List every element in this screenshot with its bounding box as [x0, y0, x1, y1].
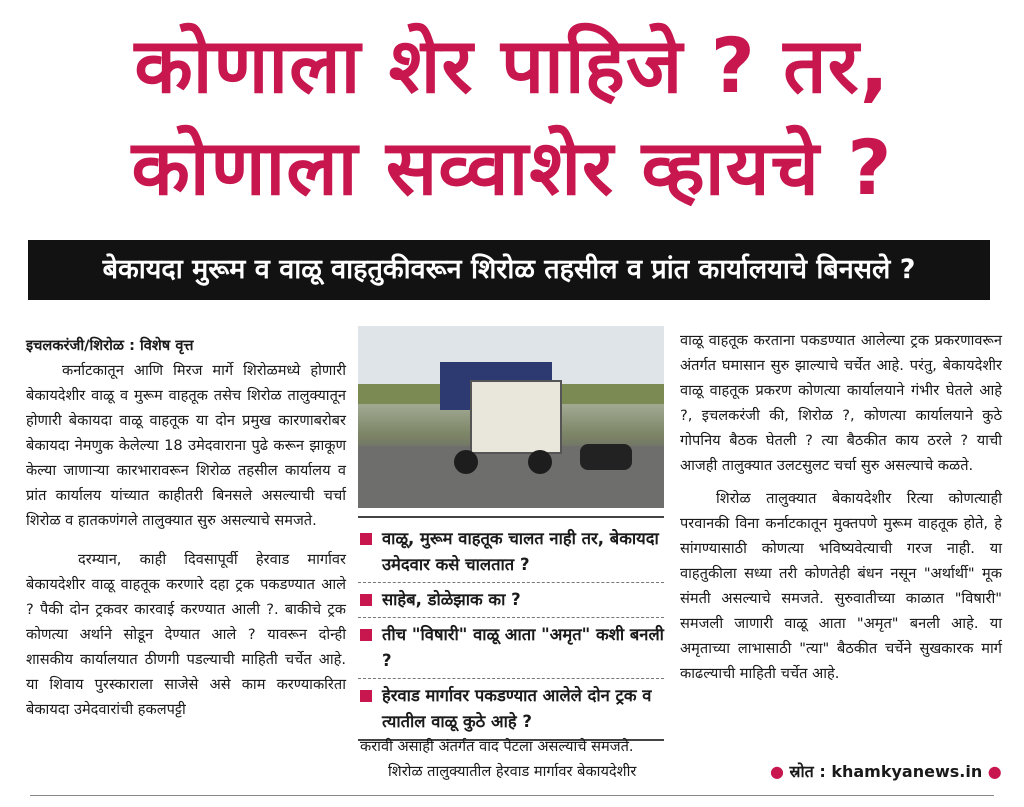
- question-item: [358, 522, 664, 583]
- paragraph: कर्नाटकातून आणि मिरज मार्गे शिरोळमध्ये होणारी बेकायदेशीर वाळू व मुरूम वाहतूक तसेच शिरोळ तालुक्यातून होणारी बेकायदा वाळू वाहतूक या दोन प्रमुख कारणाबरोबर बेकायदा नेमणुक केलेल्या 18 उमेदवाराना पुढे करून झाकूण केल्या जाणाऱ्या कारभारावरून शिरोळ तहसील कार्यालय व प्रांत कार्यालय यांच्यात काहीतरी बिनसले असल्याची चर्चा शिरोळ व हातकणंगले तालुक्यात सुरु असल्याचे समजते.: [26, 362, 346, 529]
- question-text: साहेब, डोळेझाक का ?: [382, 590, 521, 609]
- photo-truck-cab: [470, 380, 562, 454]
- question-item: [358, 583, 664, 618]
- paragraph: वाळू वाहतूक करताना पकडण्यात आलेल्या ट्रक प्रकरणावरून अंतर्गत घमासान सुरु झाल्याचे चर्चेत आहे. परंतु, बेकायदेशीर वाळू वाहतूक प्रकरण कोणत्या कार्यालयाने गंभीर घेतले आहे ?, इचलकरंजी की, शिरोळ ?, कोणत्या कार्यालयाने कुठे गोपनिय बैठक घेतली ? त्या बैठकीत काय ठरले ? याची आजही तालुक्यात उलटसुलट चर्चा सुरु असल्याचे कळते.: [680, 332, 1002, 474]
- photo-wheel: [528, 450, 552, 474]
- question-text: वाळू, मुरूम वाहतूक चालत नाही तर, बेकायदा उमेदवार कसे चालतात ?: [382, 529, 659, 574]
- paragraph: शिरोळ तालुक्यात बेकायदेशीर रित्या कोणत्याही परवानकी विना कर्नाटकातून मुक्तपणे मुरूम वाहतूक होते, हे सांगण्यासाठी कोणत्या भविष्यवेत्याची गरज नाही. या वाहतुकीला सध्या तरी कोणतेही बंधन नसून "अर्थार्थी" मूक संमती असल्याचे समजते. सुरुवातीच्या काळात "विषारी" समजली जाणारी वाळू आता "अमृत" बनली आहे. या अमृताच्या लाभासाठी "त्या" बैठकीत चर्चेने सुखकारक मार्ग काढल्याची माहिती चर्चेत आहे.: [680, 490, 1002, 682]
- article-column-1: [26, 333, 346, 722]
- headline-line-1: कोणाला शेर पाहिजे ? तर,: [134, 21, 890, 110]
- question-item: [358, 618, 664, 679]
- question-text: तीच "विषारी" वाळू आता "अमृत" कशी बनली ?: [382, 625, 664, 670]
- article-column-3: [680, 328, 1002, 686]
- article-column-2: [360, 734, 664, 784]
- bottom-divider: [30, 795, 994, 796]
- headline-line-2: कोणाला सव्वाशेर व्हायचे ?: [131, 123, 893, 212]
- paragraph: करावी असाही अंतर्गत वाद पेटला असल्याचे समजते.: [360, 738, 634, 755]
- square-bullet-icon: [360, 629, 372, 641]
- photo-wheel: [454, 450, 478, 474]
- source-label: स्रोत :: [789, 762, 826, 781]
- photo-motorbike: [580, 444, 632, 470]
- source-credit: [770, 760, 1020, 784]
- question-item: [358, 679, 664, 741]
- source-site: khamkyanews.in: [831, 762, 983, 781]
- square-bullet-icon: [360, 594, 372, 606]
- subheadline-bar: बेकायदा मुरूम व वाळू वाहतुकीवरून शिरोळ तहसील व प्रांत कार्यालयाचे बिनसले ?: [28, 240, 990, 300]
- byline: इचलकरंजी/शिरोळ : विशेष वृत्त: [26, 337, 194, 354]
- dot-icon: ●: [987, 762, 1002, 781]
- questions-box: [358, 516, 664, 741]
- square-bullet-icon: [360, 533, 372, 545]
- truck-photo: [358, 326, 664, 508]
- divider: [358, 516, 664, 518]
- question-text: हेरवाड मार्गावर पकडण्यात आलेले दोन ट्रक व त्यातील वाळू कुठे आहे ?: [382, 686, 652, 731]
- paragraph: शिरोळ तालुक्यातील हेरवाड मार्गावर बेकायदेशीर: [388, 763, 637, 780]
- square-bullet-icon: [360, 690, 372, 702]
- paragraph: दरम्यान, काही दिवसापूर्वी हेरवाड मार्गावर बेकायदेशीर वाळू वाहतूक करणारे दहा ट्रक पकडण्यात आले ? पैकी दोन ट्रकवर कारवाई करण्यात आली ?. बाकीचे ट्रक कोणत्या अर्थाने सोडून देण्यात आले ? यावरून दोन्ही शासकीय कार्यालयात ठीणगी पडल्याची माहिती चर्चेत आहे. या शिवाय पुरस्काराला साजेसे असे काम करण्याकरिता बेकायदा उमेदवारांची हकलपट्टी: [26, 551, 346, 718]
- dot-icon: ●: [770, 762, 784, 781]
